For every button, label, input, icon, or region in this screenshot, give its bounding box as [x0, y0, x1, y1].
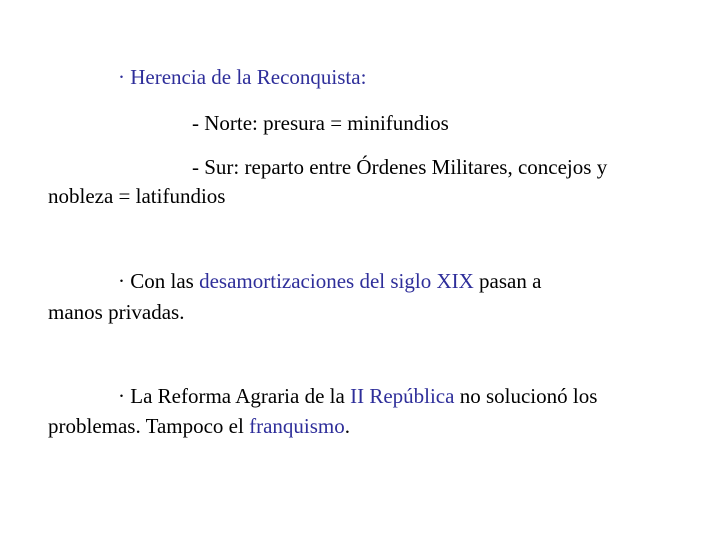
- text-segment: Con las: [130, 269, 194, 293]
- desamortizaciones-link[interactable]: desamortizaciones del siglo XIX: [199, 269, 474, 293]
- bullet-dot: ·: [118, 269, 125, 293]
- sub-item-norte: - Norte: presura = minifundios: [192, 111, 449, 135]
- bullet-desamortizaciones-line2: manos privadas.: [48, 300, 185, 324]
- sub-item-sur-line1: - Sur: reparto entre Órdenes Militares, concejos y: [192, 155, 608, 179]
- bullet-reforma-line2: [48, 413, 350, 439]
- herencia-text: Herencia de la Reconquista:: [130, 65, 367, 89]
- text-segment: pasan a: [479, 269, 542, 293]
- bullet-desamortizaciones-line1: [118, 268, 541, 294]
- text-segment: La Reforma Agraria de la: [130, 384, 345, 408]
- bullet-dot: ·: [118, 384, 125, 408]
- text-segment: problemas. Tampoco el: [48, 414, 244, 438]
- bullet-dot: ·: [118, 65, 125, 89]
- bullet-herencia: [118, 64, 366, 90]
- sub-item-sur-line2: nobleza = latifundios: [48, 184, 226, 208]
- bullet-reforma-line1: [118, 383, 597, 409]
- republica-link[interactable]: II República: [350, 384, 455, 408]
- text-segment: no solucionó los: [459, 384, 598, 408]
- franquismo-link[interactable]: franquismo: [249, 414, 345, 438]
- text-segment: .: [344, 414, 350, 438]
